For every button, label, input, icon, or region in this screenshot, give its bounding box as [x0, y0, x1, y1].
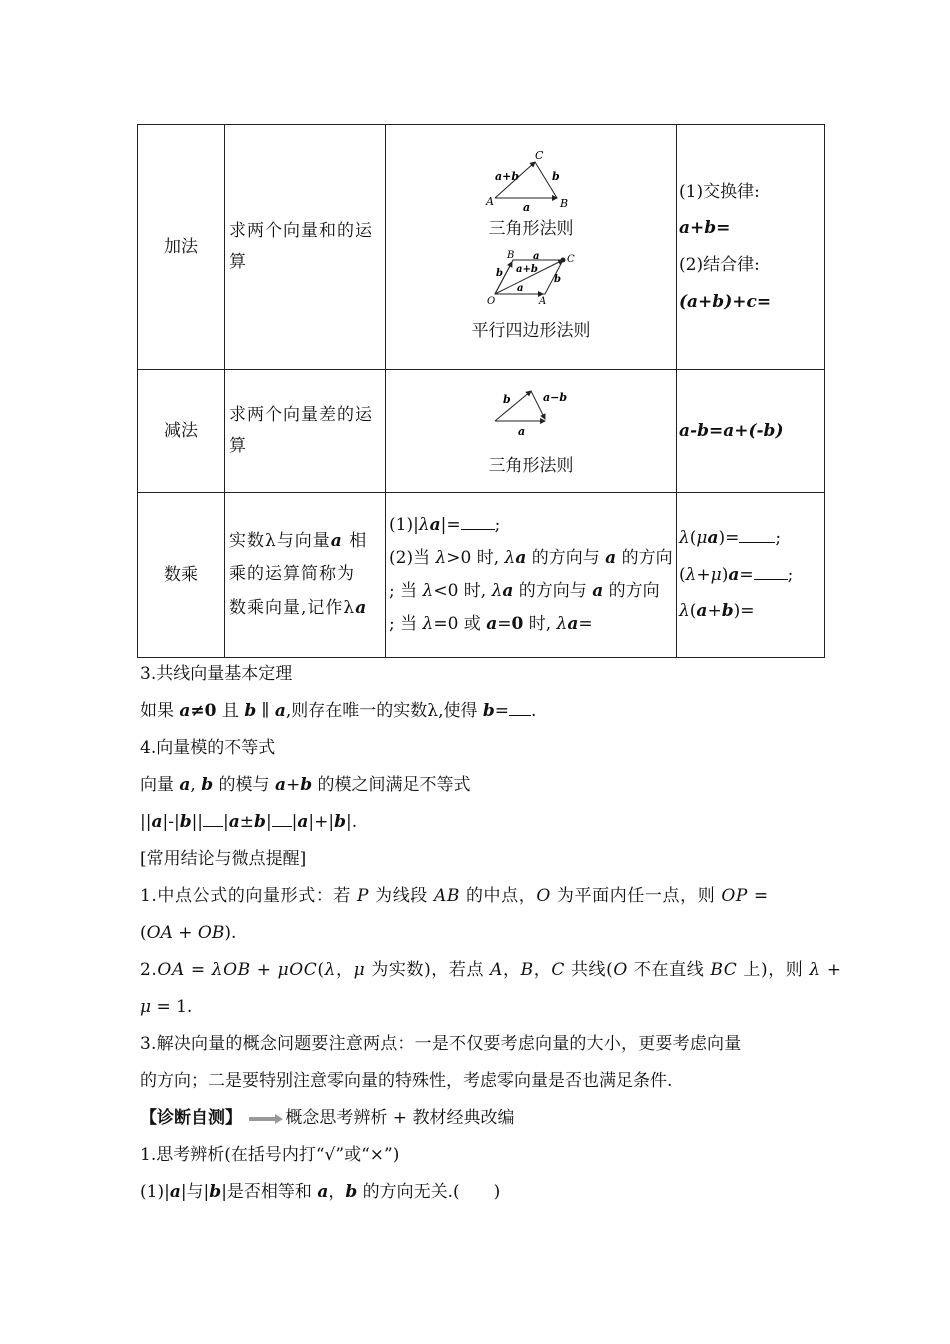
question-1-title: 1.思考辨析(在括号内打“√”或“×”) [140, 1145, 400, 1165]
label-b: b [503, 393, 511, 407]
def-scalar-line2: 乘的运算简称为 [229, 564, 355, 585]
triangle-rule-figure [481, 150, 581, 212]
label-a: a [517, 283, 524, 294]
question-1-item: (1)|a|与|b|是否相等和 a，b 的方向无关.( ) [140, 1182, 501, 1202]
label-O: O [487, 296, 496, 306]
tip-1-line2: (OA + OB). [140, 923, 237, 943]
label-a: a [523, 201, 531, 213]
op-addition: 加法 [138, 125, 225, 370]
label-a-plus-b: a+b [495, 170, 520, 184]
row-scalar-multiplication [138, 493, 825, 658]
label-a-minus-b: a−b [543, 391, 568, 405]
subtraction-triangle-figure [481, 383, 581, 441]
commutative-law-label: (1)交换律: [679, 181, 760, 202]
section-3-text: 如果 a≠0 且 b ∥ a,则存在唯一的实数λ,使得 b= . [140, 693, 810, 730]
modulus-inequality: ||a|-|b|| |a±b| |a|+|b|. [140, 804, 810, 841]
method-subtraction [386, 370, 677, 493]
associative-law: (a+b)+c= [679, 291, 772, 312]
tip-3-line1: 3.解决向量的概念问题要注意两点：一是不仅要考虑向量的大小，更要考虑向量 [140, 1034, 742, 1054]
associative-law-label: (2)结合律: [679, 255, 760, 275]
vector-operations-table [137, 124, 825, 658]
label-C: C [535, 150, 544, 163]
scalar-rules: (1)|λa|= ; (2)当 λ>0 时, λa 的方向与 a 的方向 ; 当 λ<0 时, λa 的方向与 a 的方向 ; 当 λ=0 或 a=0 时, λa= [386, 509, 676, 642]
def-scalar-line1: 实数λ与向量 [229, 531, 331, 552]
label-B: B [507, 250, 515, 261]
label-a: a [533, 251, 540, 262]
label-b: b [552, 170, 560, 184]
label-a: a [518, 425, 526, 439]
row-addition [138, 125, 825, 370]
caption-subtraction: 三角形法则 [488, 456, 574, 477]
label-b: b [554, 274, 561, 285]
label-A: A [486, 195, 494, 209]
label-B: B [560, 197, 569, 211]
caption-parallelogram-rule: 平行四边形法则 [471, 321, 591, 341]
diagnosis-header [140, 1100, 810, 1137]
method-scalar [386, 493, 677, 658]
tip-3-line2: 的方向；二是要特别注意零向量的特殊性，考虑零向量是否也满足条件. [140, 1071, 673, 1091]
laws-addition [677, 125, 825, 370]
tip-1-line1: 1.中点公式的向量形式：若 P 为线段 AB 的中点，O 为平面内任一点，则 OP = [140, 886, 769, 906]
laws-scalar: λ(μa)= ; (λ+μ)a= ; λ(a+b)= [677, 493, 825, 658]
section-4-text: 向量 a, b 的模与 a+b 的模之间满足不等式 [140, 775, 471, 795]
main-text [140, 656, 842, 1211]
op-subtraction: 减法 [138, 370, 225, 493]
def-addition: 求两个向量和的运算 [225, 125, 386, 370]
section-4-title: 4.向量模的不等式 [140, 738, 276, 758]
tip-2-line1: 2.OA = λOB + μOC(λ，μ 为实数)，若点 A，B，C 共线(O 不在直线 BC 上)，则 λ + [140, 960, 842, 980]
section-3-title: 3.共线向量基本定理 [140, 664, 293, 684]
arrow-icon [249, 1114, 283, 1124]
diagnosis-title: 【诊断自测】 [140, 1108, 242, 1128]
label-a-plus-b: a+b [516, 264, 538, 275]
caption-triangle-rule: 三角形法则 [488, 219, 574, 240]
def-scalar-line3: 数乘向量,记作λ [229, 597, 356, 618]
diagnosis-subtitle: 概念思考辨析 + 教材经典改编 [285, 1108, 515, 1128]
commutative-law: a+b= [679, 218, 731, 239]
def-subtraction: 求两个向量差的运算 [225, 370, 386, 493]
label-A: A [539, 296, 547, 306]
tip-2-line2: μ = 1. [140, 997, 193, 1017]
label-b: b [496, 268, 503, 279]
parallelogram-rule-figure [481, 250, 581, 306]
method-addition [386, 125, 677, 370]
law-subtraction: a-b=a+(-b) [677, 370, 825, 493]
row-subtraction [138, 370, 825, 493]
tips-title: [常用结论与微点提醒] [140, 849, 307, 869]
op-scalar: 数乘 [138, 493, 225, 658]
def-scalar: 实数λ与向量a 相 乘的运算简称为 数乘向量,记作λa [225, 493, 386, 658]
label-C: C [567, 254, 575, 265]
